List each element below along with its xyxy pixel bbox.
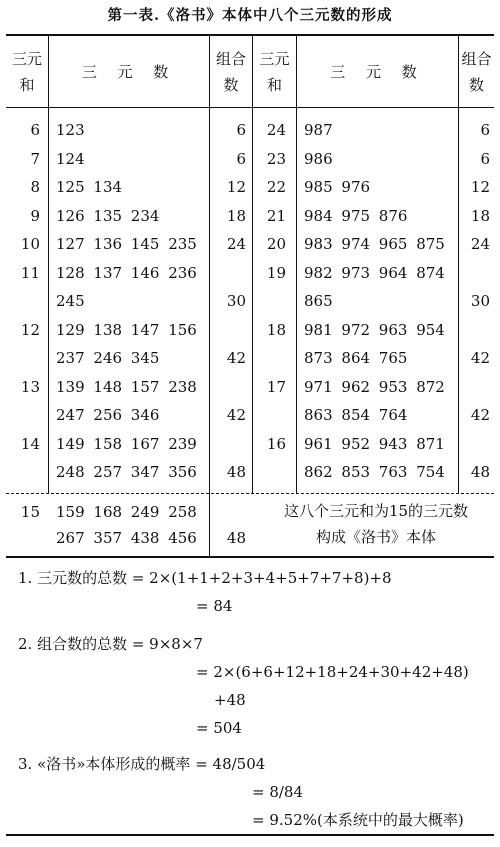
header-sum-line2: 和 xyxy=(266,76,282,94)
left-row-count: 6 xyxy=(236,121,246,139)
note-3-result: = 9.52%(本系统中的最大概率) xyxy=(252,811,464,829)
header-count-line1: 组合 xyxy=(215,50,246,68)
left-row-sum: 9 xyxy=(30,206,40,225)
page-title: 第一表.《洛书》本体中八个三元数的形成 xyxy=(107,7,393,24)
left-row-sum: 11 xyxy=(20,263,40,282)
left-row-triples: 125 134 xyxy=(56,178,123,196)
note-1-result: = 84 xyxy=(196,597,233,615)
right-row-triples: 983 974 965 875 xyxy=(304,235,445,253)
row15-dashed-rule xyxy=(6,493,494,494)
header-sum-line1: 三元 xyxy=(11,50,42,68)
header-sum-line1: 三元 xyxy=(259,50,290,68)
right-row-triples: 982 973 964 874 xyxy=(304,263,445,282)
header-sum-right xyxy=(253,40,296,104)
right-row-count: 12 xyxy=(470,178,490,196)
table-header-rule xyxy=(6,107,494,108)
right-row-count: 6 xyxy=(480,121,490,139)
right-row-count: 30 xyxy=(470,292,490,310)
right-row-triples: 863 854 764 xyxy=(304,406,408,424)
note-2-expansion: = 2×(6+6+12+18+24+30+42+48) xyxy=(196,663,469,681)
note-1-line: 1. 三元数的总数 = 2×(1+1+2+3+4+5+7+7+8)+8 xyxy=(18,569,392,587)
header-count-line1: 组合 xyxy=(461,50,492,68)
right-row-count: 42 xyxy=(470,406,490,424)
left-row-triples: 149 158 167 239 xyxy=(56,434,197,453)
left-row-triples: 247 256 346 xyxy=(56,406,160,424)
right-row-sum: 18 xyxy=(266,320,286,339)
left-row-triples: 124 xyxy=(56,149,85,168)
left-row-count: 30 xyxy=(226,292,246,310)
right-row-sum: 16 xyxy=(266,434,286,453)
header-sum-line2: 和 xyxy=(19,76,35,94)
header-count-line2: 数 xyxy=(223,76,239,94)
left-row-sum: 13 xyxy=(20,377,40,396)
row15-triples-line1: 159 168 249 258 xyxy=(56,503,197,521)
left-row-sum: 12 xyxy=(20,320,40,339)
left-row-triples: 127 136 145 235 xyxy=(56,235,197,253)
right-row-triples: 865 xyxy=(304,292,333,310)
left-row-triples: 139 148 157 238 xyxy=(56,377,197,396)
left-row-sum: 8 xyxy=(30,178,40,196)
row15-count: 48 xyxy=(226,529,246,547)
right-row-sum: 19 xyxy=(266,263,286,282)
right-row-triples: 961 952 943 871 xyxy=(304,434,445,453)
right-row-triples: 971 962 953 872 xyxy=(304,377,445,396)
right-row-count: 24 xyxy=(470,235,490,253)
left-row-triples: 248 257 347 356 xyxy=(56,463,197,481)
left-row-triples: 128 137 146 236 xyxy=(56,263,197,282)
table-bottom-rule xyxy=(6,556,494,558)
right-row-sum: 17 xyxy=(266,377,286,396)
left-row-count: 12 xyxy=(226,178,246,196)
right-row-count: 18 xyxy=(470,206,490,225)
header-triples-right: 三 元 数 xyxy=(330,63,425,81)
header-count-left xyxy=(210,40,252,104)
left-row-count: 48 xyxy=(226,463,246,481)
right-row-triples: 985 976 xyxy=(304,178,371,196)
right-row-count: 42 xyxy=(470,349,490,367)
right-row-sum: 20 xyxy=(266,235,286,253)
right-row-triples: 984 975 876 xyxy=(304,206,408,225)
left-row-triples: 237 246 345 xyxy=(56,349,160,367)
left-row-count: 18 xyxy=(226,206,246,225)
right-row-sum: 24 xyxy=(266,121,286,139)
left-row-sum: 6 xyxy=(30,121,40,139)
right-row-triples: 987 xyxy=(304,121,333,139)
header-count-line2: 数 xyxy=(468,76,484,94)
row15-sum: 15 xyxy=(20,503,40,521)
row15-triples-line2: 267 357 438 456 xyxy=(56,529,197,547)
row15-caption-line2: 构成《洛书》本体 xyxy=(315,528,436,546)
right-row-triples: 862 853 763 754 xyxy=(304,463,445,481)
left-row-count: 6 xyxy=(236,149,246,168)
left-row-triples: 245 xyxy=(56,292,85,310)
left-row-triples: 126 135 234 xyxy=(56,206,160,225)
right-row-sum: 22 xyxy=(266,178,286,196)
note-2-result: = 504 xyxy=(196,719,242,737)
right-row-triples: 873 864 765 xyxy=(304,349,408,367)
table-top-rule xyxy=(6,34,494,36)
note-3-line: 3. «洛书»本体形成的概率 = 48/504 xyxy=(18,755,266,773)
header-count-right xyxy=(459,40,494,104)
left-row-triples: 129 138 147 156 xyxy=(56,320,197,339)
column-divider xyxy=(209,34,210,556)
row15-caption-line1: 这八个三元和为15的三元数 xyxy=(283,502,469,520)
note-2-plus: +48 xyxy=(214,691,246,709)
right-row-triples: 986 xyxy=(304,149,333,168)
right-row-count: 48 xyxy=(470,463,490,481)
note-3-fraction: = 8/84 xyxy=(252,783,304,801)
right-row-sum: 21 xyxy=(266,206,286,225)
right-row-count: 6 xyxy=(480,149,490,168)
left-row-sum: 10 xyxy=(20,235,40,253)
left-row-count: 42 xyxy=(226,349,246,367)
right-row-sum: 23 xyxy=(266,149,286,168)
note-2-line: 2. 组合数的总数 = 9×8×7 xyxy=(18,635,203,653)
page-bottom-rule xyxy=(6,834,494,836)
header-sum-left xyxy=(6,40,48,104)
left-row-count: 24 xyxy=(226,235,246,253)
header-triples-left: 三 元 数 xyxy=(81,63,177,81)
left-row-sum: 14 xyxy=(20,434,40,453)
left-row-sum: 7 xyxy=(30,149,40,168)
formation-table xyxy=(6,34,494,558)
left-row-triples: 123 xyxy=(56,121,85,139)
left-row-count: 42 xyxy=(226,406,246,424)
right-row-triples: 981 972 963 954 xyxy=(304,320,445,339)
